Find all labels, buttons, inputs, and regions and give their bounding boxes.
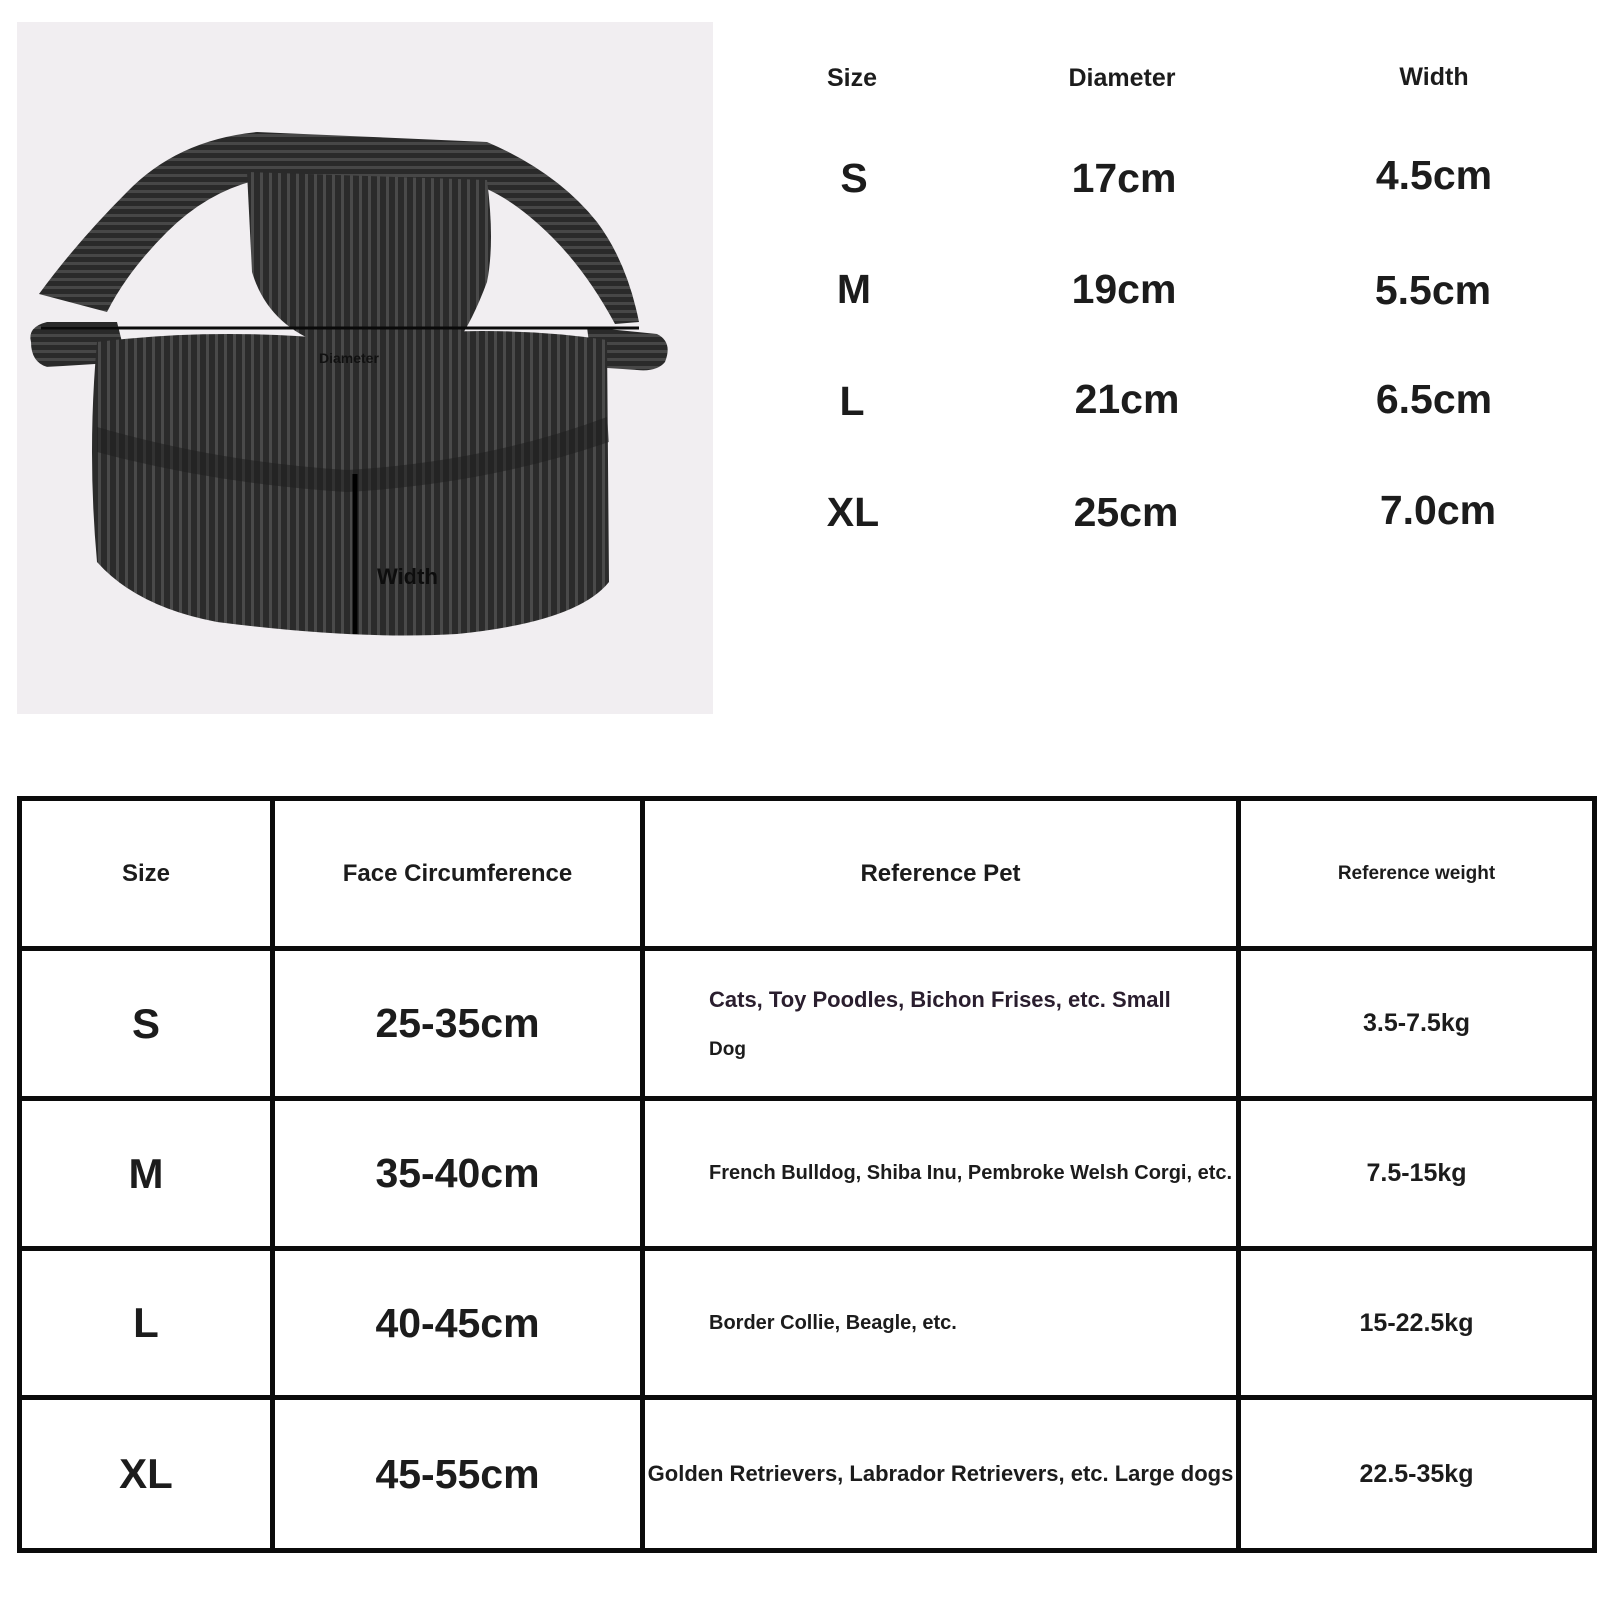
table-cell [1241,951,1592,1101]
table-cell [22,951,275,1101]
table-cell [645,1251,1241,1400]
dims-header-size: Size [826,64,878,92]
reference-weight-value: 3.5-7.5kg [1362,1009,1470,1037]
face-circumference-value: 35-40cm [375,1150,540,1196]
dims-size-cell: M [836,266,872,312]
size-value: XL [119,1450,173,1497]
table-cell [22,1400,275,1548]
dims-size-cell: S [840,155,868,201]
table-cell [275,1101,645,1251]
table-header-cell [645,801,1241,951]
table-cell [22,1251,275,1400]
table-cell [1241,1101,1592,1251]
size-value: L [133,1299,159,1346]
face-circumference-value: 25-35cm [375,1000,540,1046]
diameter-label: Diameter [319,350,379,366]
dims-header-diameter: Diameter [1068,64,1176,92]
table-cell [275,951,645,1101]
size-value: M [128,1149,164,1197]
size-reference-table [17,796,1597,1553]
dims-diameter-cell: 17cm [1071,155,1177,201]
reference-pet-value: French Bulldog, Shiba Inu, Pembroke Welsh Corgi, etc. [709,1162,1233,1184]
header-reference-weight: Reference weight [1337,862,1496,884]
dims-diameter-cell: 25cm [1073,489,1179,535]
reference-pet-value-continued: Dog [709,1038,746,1060]
header-size: Size [121,859,171,887]
dimension-table [760,0,1600,720]
face-circumference-value: 45-55cm [375,1450,540,1497]
dims-diameter-cell: 19cm [1071,266,1177,312]
size-value: S [131,999,160,1047]
reference-pet-value: Cats, Toy Poodles, Bichon Frises, etc. Small [709,986,1171,1012]
dims-header-width: Width [1399,63,1469,91]
table-cell [645,1101,1241,1251]
table-cell [275,1251,645,1400]
table-cell [1241,1400,1592,1548]
table-cell [645,951,1241,1101]
table-cell [645,1400,1241,1548]
reference-pet-value: Golden Retrievers, Labrador Retrievers, etc. Large dogs [647,1461,1234,1486]
product-photo [17,22,713,714]
face-circumference-value: 40-45cm [375,1299,540,1346]
table-cell [22,1101,275,1251]
table-header-cell [275,801,645,951]
pet-cap-illustration [17,22,713,714]
dims-size-cell: XL [826,489,880,535]
reference-weight-value: 7.5-15kg [1366,1159,1467,1187]
header-face-circumference: Face Circumference [342,859,573,887]
dims-width-cell: 4.5cm [1375,152,1493,198]
dims-size-cell: L [839,378,865,424]
table-cell [1241,1251,1592,1400]
width-label: Width [377,564,438,589]
dims-width-cell: 6.5cm [1375,376,1493,422]
table-cell [275,1400,645,1548]
crown-panel [247,172,491,342]
reference-pet-value: Border Collie, Beagle, etc. [709,1311,957,1334]
reference-weight-value: 15-22.5kg [1359,1308,1474,1337]
table-header-cell [22,801,275,951]
dims-width-cell: 5.5cm [1374,267,1492,313]
dims-width-cell: 7.0cm [1379,487,1497,533]
header-reference-pet: Reference Pet [860,859,1021,887]
table-header-cell [1241,801,1592,951]
dims-diameter-cell: 21cm [1074,376,1180,422]
reference-weight-value: 22.5-35kg [1359,1459,1474,1488]
